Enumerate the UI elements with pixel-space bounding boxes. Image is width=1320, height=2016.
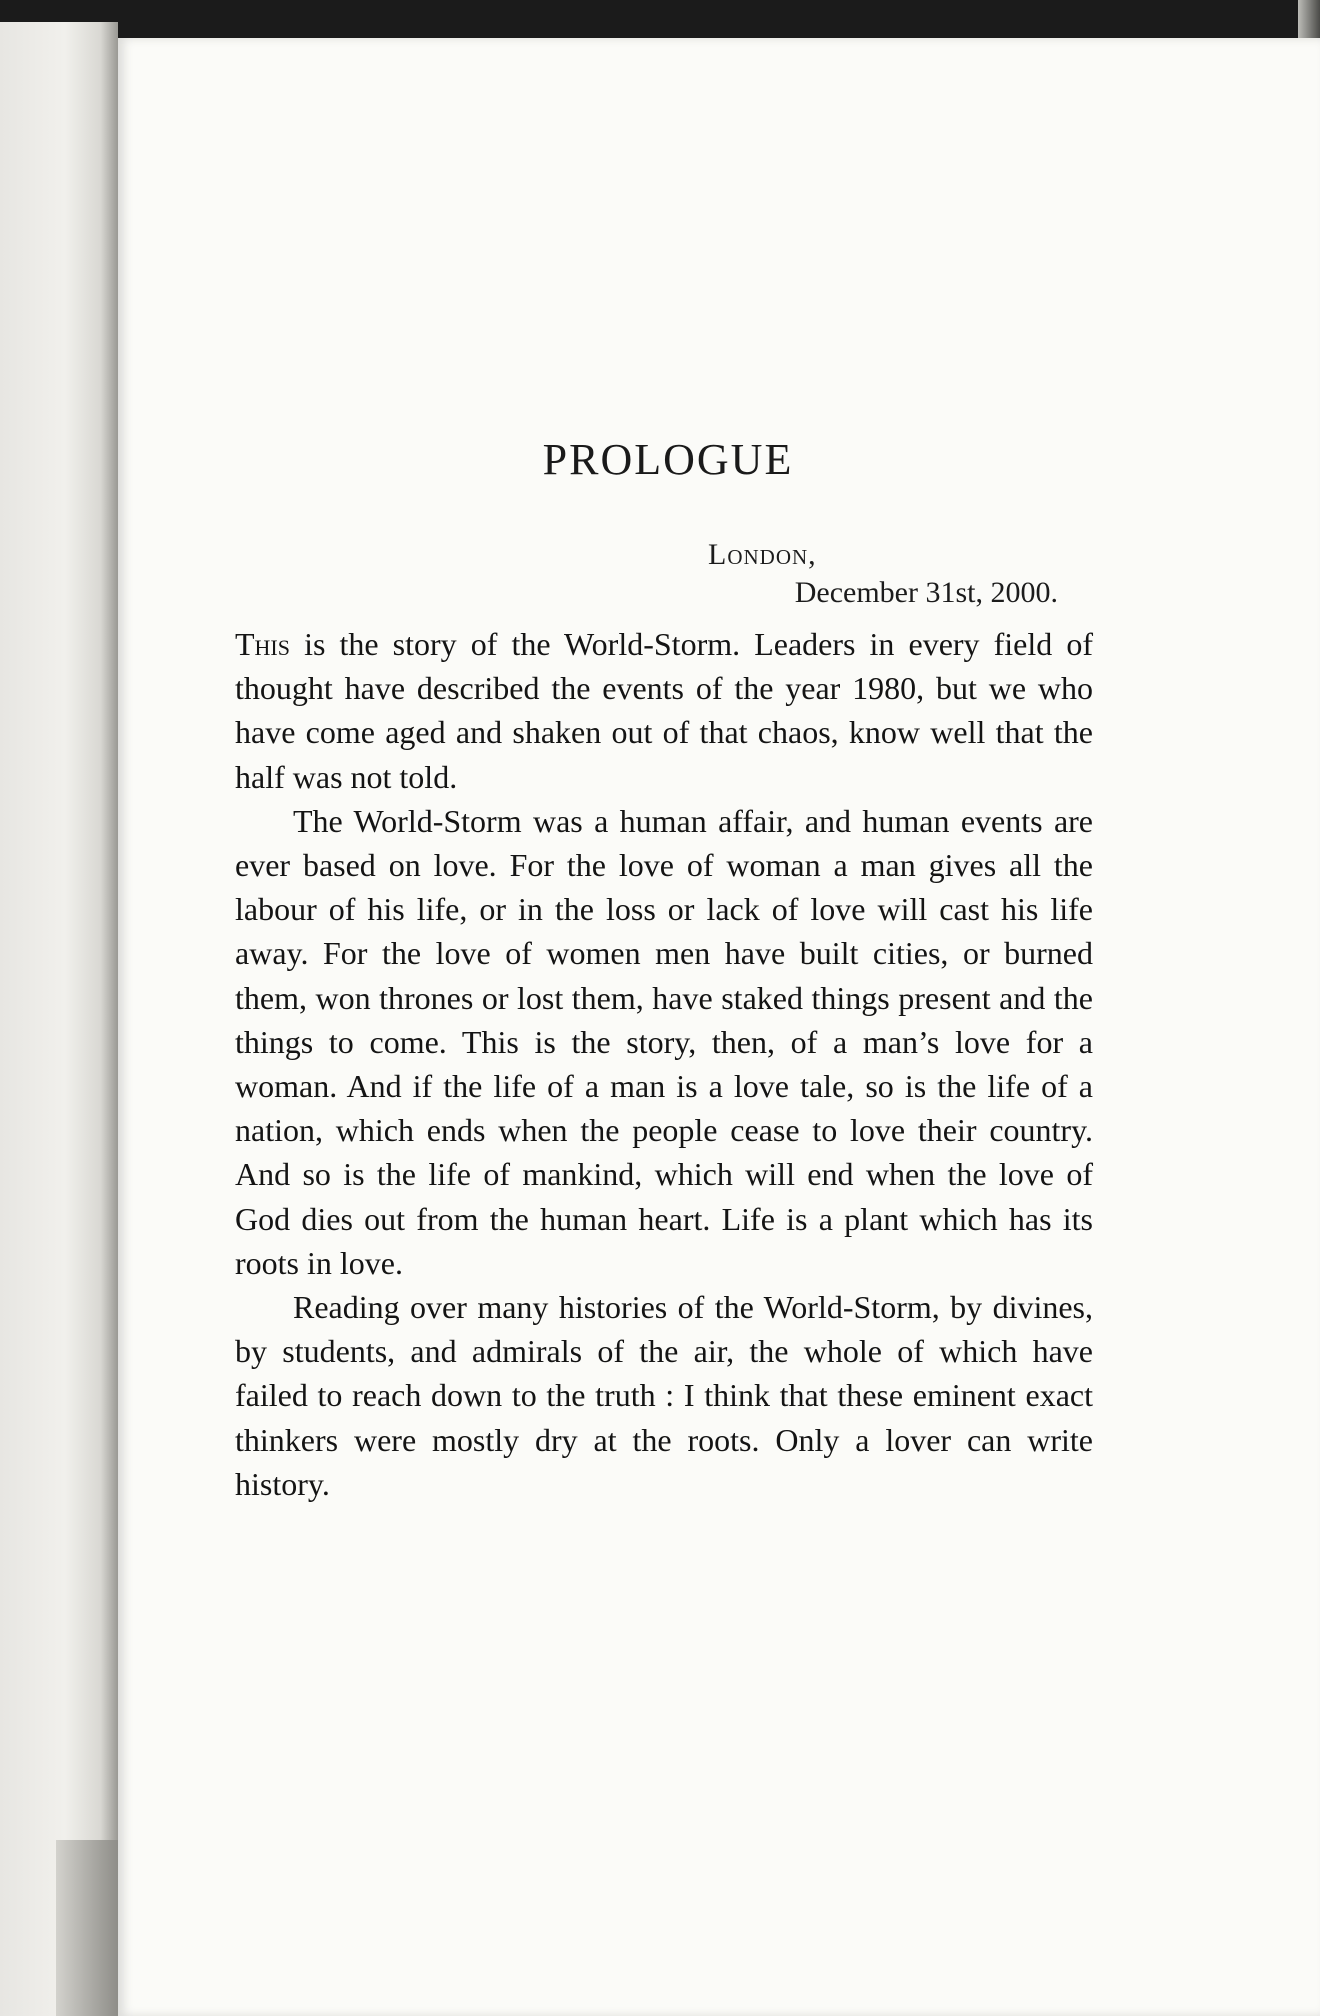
prologue-text	[235, 622, 1093, 1506]
paragraph-3: Reading over many histories of the World-Storm, by divines, by students, and admirals of the air, the whole of which have failed to reach down to the truth : I think that these eminent exact thinkers were mostly dry at the roots. Only a lover can write history.	[235, 1289, 1093, 1502]
dateline-date: December 31st, 2000.	[794, 576, 1058, 609]
paragraph-1	[235, 622, 1093, 799]
facing-page	[0, 22, 118, 2016]
dateline	[118, 538, 1058, 610]
dateline-place: London,	[708, 538, 817, 571]
paragraph-lead-word: This	[235, 626, 290, 662]
paragraph-1-text: is the story of the World-Storm. Leaders in every field of thought have described the events of the year 1980, but we who have come aged and shaken out of that chaos, know well that the half was not told.	[235, 626, 1093, 795]
book-page	[118, 38, 1320, 2016]
paragraph-2: The World-Storm was a human affair, and human events are ever based on love. For the love of woman a man gives all the labour of his life, or in the loss or lack of love will cast his life away. For the love of women men have built cities, or burned them, won thrones or lost them, have staked things present and the things to come. This is the story, then, of a man’s love for a woman. And if the life of a man is a love tale, so is the life of a nation, which ends when the people cease to love their country. And so is the life of mankind, which will end when the love of God dies out from the human heart. Life is a plant which has its roots in love.	[235, 802, 1093, 1281]
chapter-heading: PROLOGUE	[542, 435, 794, 484]
binding-shadow	[56, 1840, 118, 2016]
